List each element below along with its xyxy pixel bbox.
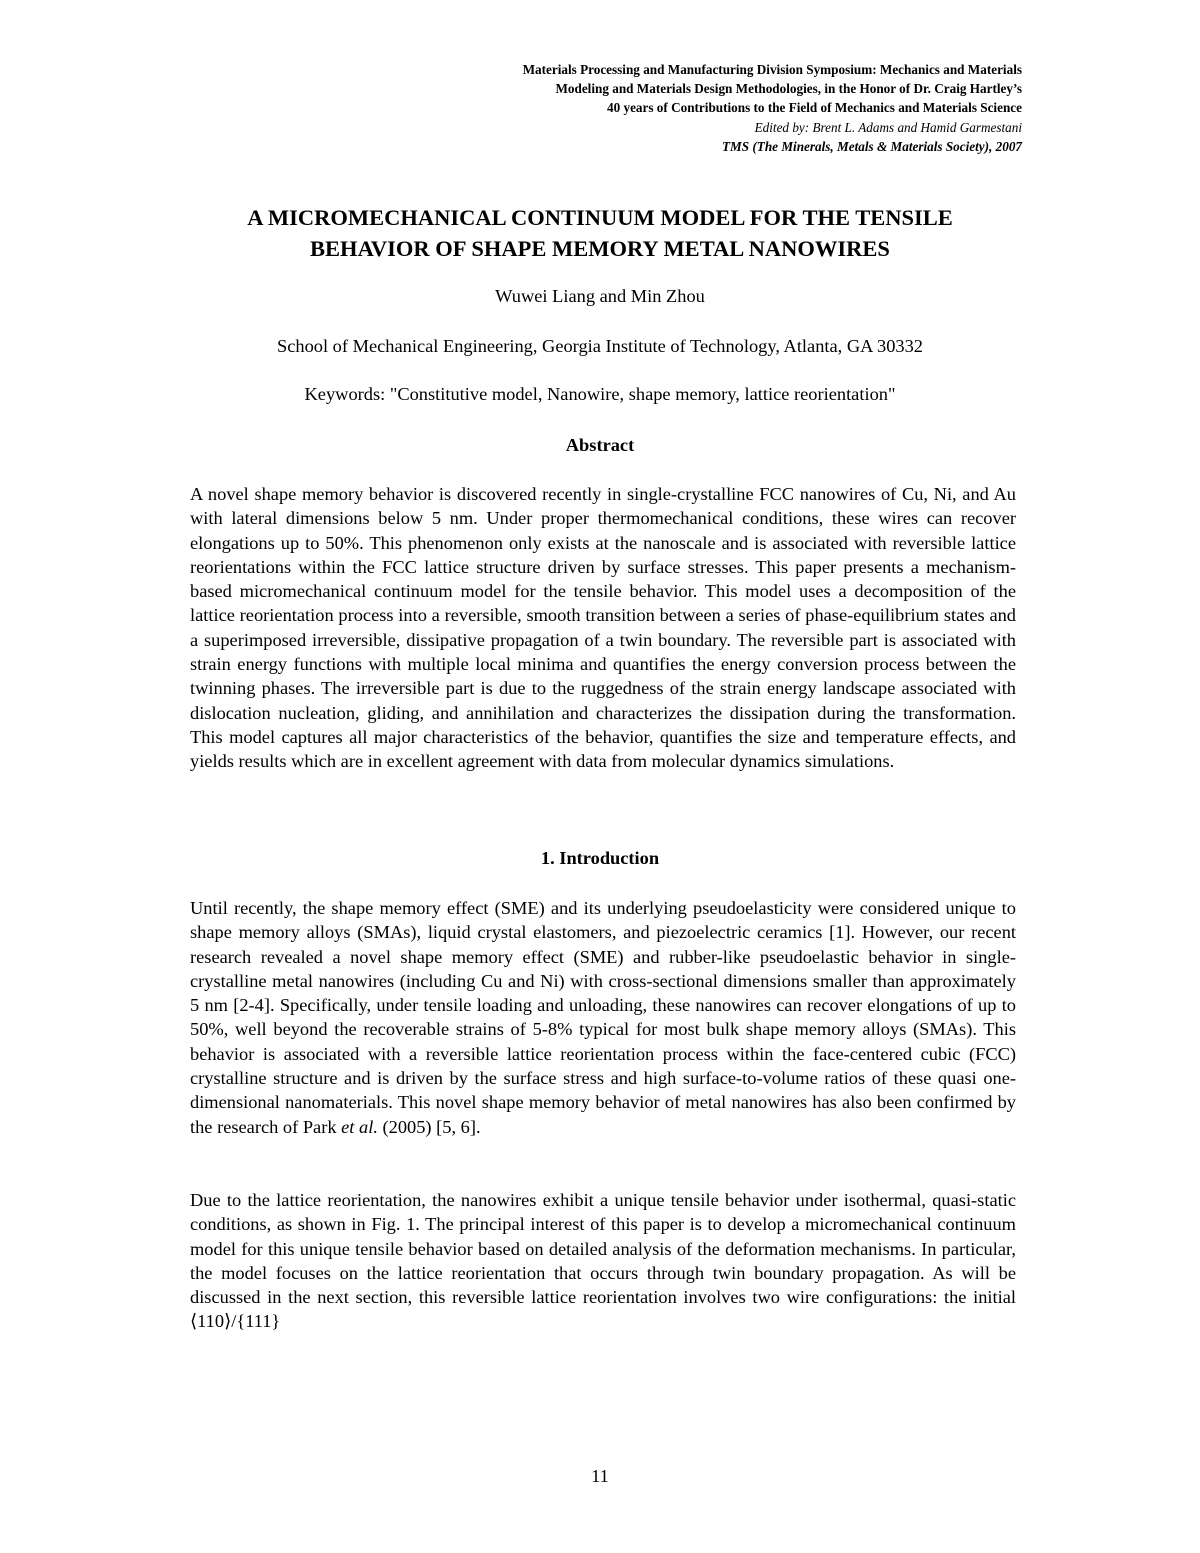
intro-p1-citation: (2005) [5, 6]. — [377, 1116, 481, 1137]
title-line-1: A MICROMECHANICAL CONTINUUM MODEL FOR THE TENSILE — [247, 205, 953, 230]
authors: Wuwei Liang and Min Zhou — [495, 286, 705, 306]
abstract-heading: Abstract — [565, 435, 635, 455]
header-publisher: TMS (The Minerals, Metals & Materials Society), 2007 — [721, 138, 1022, 154]
introduction-heading: 1. Introduction — [540, 848, 660, 868]
introduction-paragraph-2 — [190, 1188, 1016, 1334]
page-number: 11 — [591, 1466, 609, 1486]
affiliation: School of Mechanical Engineering, Georgia Institute of Technology, Atlanta, GA 30332 — [277, 336, 923, 356]
header-line-1: Materials Processing and Manufacturing Division Symposium: Mechanics and Materials — [522, 62, 1022, 77]
paper-title — [190, 202, 1010, 264]
header-editors: Edited by: Brent L. Adams and Hamid Garmestani — [754, 119, 1022, 135]
running-header — [222, 60, 1022, 156]
abstract-text: A novel shape memory behavior is discovered recently in single-crystalline FCC nanowires of Cu, Ni, and Au with lateral dimensions below 5 nm. Under proper thermomechanical conditions, these wires can recover elongations up to 50%. This phenomenon only exists at the nanoscale and is associated with reversible lattice reorientations within the FCC lattice structure driven by surface stresses. This paper presents a mechanism-based micromechanical continuum model for the tensile behavior. This model uses a decomposition of the lattice reorientation process into a reversible, smooth transition between a series of phase-equilibrium states and a superimposed irreversible, dissipative propagation of a twin boundary. The reversible part is associated with strain energy functions with multiple local minima and quantifies the energy conversion process between the twinning phases. The irreversible part is due to the ruggedness of the strain energy landscape associated with dislocation nucleation, gliding, and annihilation and characterizes the dissipation during the transformation. This model captures all major characteristics of the behavior, quantifies the size and temperature effects, and yields results which are in excellent agreement with data from molecular dynamics simulations. — [190, 484, 1016, 772]
intro-p1-text: Until recently, the shape memory effect (SME) and its underlying pseudoelasticity were considered unique to shape memory alloys (SMAs), liquid crystal elastomers, and piezoelectric ceramics [1]. However, our recent research revealed a novel shape memory effect (SME) and rubber-like pseudoelastic behavior in single-crystalline metal nanowires (including Cu and Ni) with cross-sectional dimensions smaller than approximately 5 nm [2-4]. Specifically, under tensile loading and unloading, these nanowires can recover elongations of up to 50%, well beyond the recoverable strains of 5-8% typical for most bulk shape memory alloys (SMAs). This behavior is associated with a reversible lattice reorientation process within the face-centered cubic (FCC) crystalline structure and is driven by the surface stress and high surface-to-volume ratios of these quasi one-dimensional nanomaterials. This novel shape memory behavior of metal nanowires has also been confirmed by the research of Park — [190, 898, 1016, 1137]
introduction-paragraph-1 — [190, 896, 1016, 1139]
header-line-3: 40 years of Contributions to the Field of Mechanics and Materials Science — [607, 100, 1022, 116]
intro-p2-math: ⟨110⟩/{111} — [190, 1311, 281, 1332]
intro-p1-italic: et al. — [341, 1116, 378, 1137]
header-line-2: Modeling and Materials Design Methodologies, in the Honor of Dr. Craig Hartley’s — [555, 81, 1022, 97]
keywords: Keywords: "Constitutive model, Nanowire, shape memory, lattice reorientation" — [304, 384, 896, 404]
title-line-2: BEHAVIOR OF SHAPE MEMORY METAL NANOWIRES — [310, 236, 890, 261]
intro-p2-text: Due to the lattice reorientation, the nanowires exhibit a unique tensile behavior under isothermal, quasi-static conditions, as shown in Fig. 1. The principal interest of this paper is to develop a micromechanical continuum model for this unique tensile behavior based on detailed analysis of the deformation mechanisms. In particular, the model focuses on the lattice reorientation that occurs through twin boundary propagation. As will be discussed in the next section, this reversible lattice reorientation involves two wire configurations: the initial — [190, 1190, 1016, 1308]
